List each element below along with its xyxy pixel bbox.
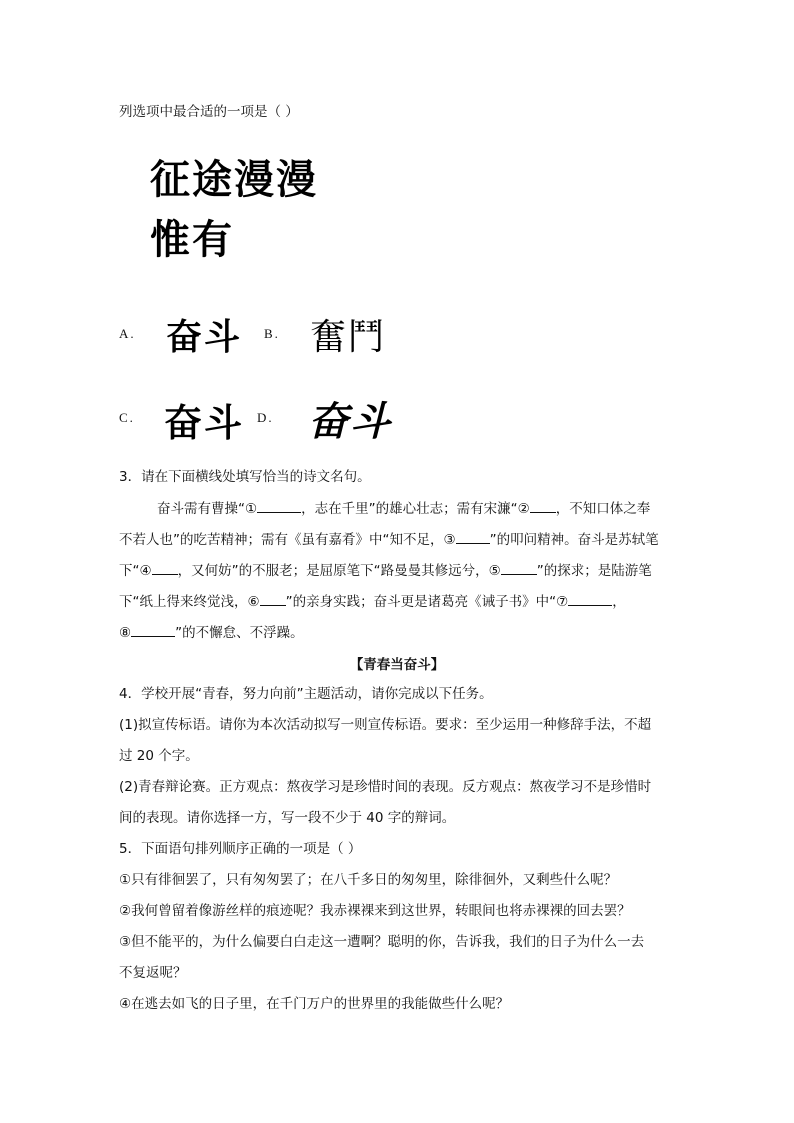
option-c-calligraphy: 奋斗	[164, 401, 245, 445]
blank-7[interactable]	[568, 591, 612, 606]
q4-subtask-1-line-1: (1)拟宣传标语。请你为本次活动拟写一则宣传标语。要求：至少运用一种修辞手法，不超	[119, 717, 652, 733]
option-a-calligraphy: 奋斗	[166, 316, 243, 358]
blank-number-5: ⑤	[488, 563, 501, 579]
blank-number-8: ⑧	[119, 625, 132, 641]
option-b[interactable]	[264, 326, 280, 342]
q5-item-2: ②我何曾留着像游丝样的痕迹呢？我赤裸裸来到这世界，转眼间也将赤裸裸的回去罢？	[119, 903, 631, 919]
blank-number-1: ①	[245, 501, 258, 517]
option-a[interactable]	[119, 326, 136, 342]
option-c-label: C.	[119, 410, 135, 425]
blank-5[interactable]	[501, 560, 537, 575]
blank-2[interactable]	[530, 498, 556, 513]
blank-number-3: ③	[443, 532, 456, 548]
option-a-label: A.	[119, 326, 136, 341]
section-heading: 【青春当奋斗】	[349, 657, 445, 673]
option-d-calligraphy: 奋斗	[308, 398, 392, 445]
question-2-tail: 列选项中最合适的一项是（ ）	[119, 104, 299, 120]
q5-item-1: ①只有徘徊罢了，只有匆匆罢了；在八千多日的匆匆里，除徘徊外，又剩些什么呢？	[119, 872, 618, 888]
q3-paragraph-line-2: 不若人也”的吃苦精神；需有《虽有嘉肴》中“知不足，③ ”的叩问精神。奋斗是苏轼笔	[119, 529, 659, 550]
question-4-title: 4．学校开展“青春，努力向前”主题活动，请你完成以下任务。	[119, 686, 493, 702]
q4-subtask-2-line-1: (2)青春辩论赛。正方观点：熬夜学习是珍惜时间的表现。反方观点：熬夜学习不是珍惜时	[119, 779, 652, 795]
q4-subtask-2-line-2: 间的表现。请你选择一方，写一段不少于 40 字的辩词。	[119, 810, 456, 826]
option-d-label: D.	[257, 410, 274, 425]
blank-4[interactable]	[152, 560, 178, 575]
blank-3[interactable]	[456, 529, 490, 544]
option-b-label: B.	[264, 326, 280, 341]
option-b-calligraphy: 奮鬥	[310, 317, 387, 358]
blank-6[interactable]	[260, 591, 286, 606]
q3-paragraph-line-4: 下“纸上得来终觉浅，⑥ ”的亲身实践；奋斗更是诸葛亮《诫子书》中“⑦ ，	[119, 591, 626, 612]
blank-1[interactable]	[257, 498, 301, 513]
question-5-title: 5．下面语句排列顺序正确的一项是（ ）	[119, 841, 362, 857]
blank-number-2: ②	[517, 501, 530, 517]
q3-paragraph-line-1: 奋斗需有曹操“① ，志在千里”的雄心壮志；需有宋濂“② ，不知口体之奉	[157, 498, 650, 519]
option-d[interactable]	[257, 410, 274, 426]
calligraphy-line-2: 惟有	[150, 216, 234, 263]
q3-paragraph-line-5: ⑧ ”的不懈怠、不浮躁。	[119, 622, 304, 643]
calligraphy-line-1: 征途漫漫	[150, 156, 318, 203]
q3-paragraph-line-3: 下“④ ，又何妨”的不服老；是屈原笔下“路曼曼其修远兮，⑤ ”的探求；是陆游笔	[119, 560, 652, 581]
q5-item-3-line-2: 不复返呢？	[119, 965, 187, 981]
q5-item-4: ④在逃去如飞的日子里，在千门万户的世界里的我能做些什么呢？	[119, 996, 510, 1012]
option-c[interactable]	[119, 410, 135, 426]
blank-number-4: ④	[139, 563, 152, 579]
question-3-title: 3．请在下面横线处填写恰当的诗文名句。	[119, 469, 371, 485]
blank-8[interactable]	[131, 622, 175, 637]
blank-number-7: ⑦	[556, 594, 569, 610]
q4-subtask-1-line-2: 过 20 个字。	[119, 748, 199, 764]
blank-number-6: ⑥	[247, 594, 260, 610]
q5-item-3-line-1: ③但不能平的，为什么偏要白白走这一遭啊？聪明的你，告诉我，我们的日子为什么一去	[119, 934, 645, 950]
